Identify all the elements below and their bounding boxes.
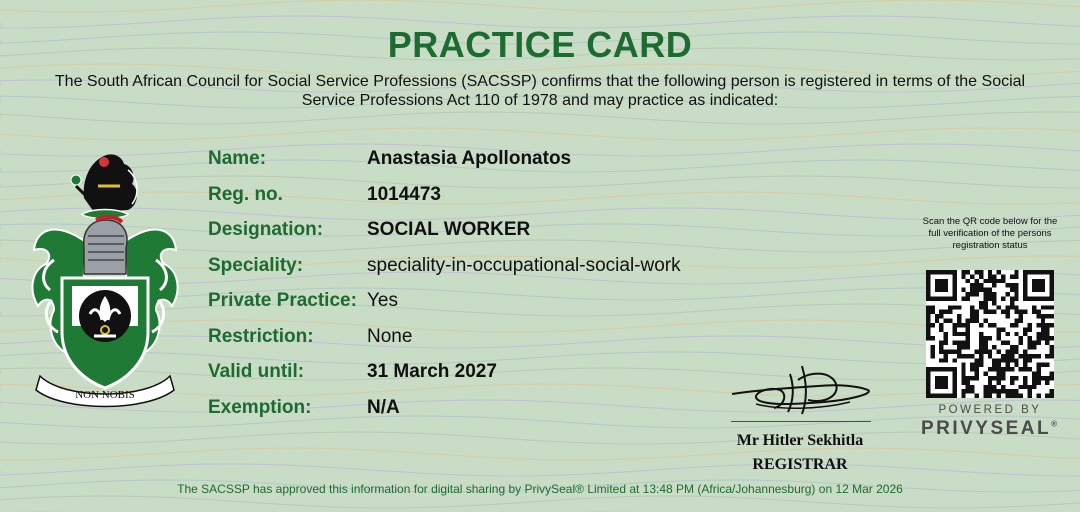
reg-no-label: Reg. no. [208,184,283,205]
private-practice-value: Yes [367,290,398,311]
crest-motto: NON NOBIS [75,389,135,401]
designation-value: SOCIAL WORKER [367,219,531,240]
registered-mark: ® [1051,419,1058,429]
coat-of-arms-logo [24,150,186,410]
privyseal-wordmark: PRIVYSEAL [920,418,1052,439]
name-label: Name: [208,148,267,169]
registrar-signature [728,360,878,422]
valid-until-value: 31 March 2027 [367,361,497,382]
restriction-value: None [367,326,413,347]
speciality-value: speciality-in-occupational-social-work [367,255,681,276]
speciality-label: Speciality: [208,255,304,276]
card-title: PRACTICE CARD [387,24,693,65]
exemption-label: Exemption: [208,397,312,418]
name-value: Anastasia Apollonatos [367,148,572,169]
privyseal-logo [914,418,1064,440]
signature-line [731,421,871,422]
powered-by-label: POWERED BY [938,404,1042,416]
sharing-footer: The SACSSP has approved this information for digital sharing by PrivySeal® Limited at 13:48 PM (Africa/Johannesburg) on 12 Mar 2026 [177,482,903,496]
private-practice-label: Private Practice: [208,290,357,311]
designation-label: Designation: [208,219,324,240]
registrar-title: REGISTRAR [752,456,848,473]
reg-no-value: 1014473 [367,184,441,205]
registrar-name: Mr Hitler Sekhitla [736,432,864,449]
qr-instructions: Scan the QR code below for the full verification of the persons registration status [922,216,1058,251]
exemption-value: N/A [367,397,400,418]
restriction-label: Restriction: [208,326,314,347]
valid-until-label: Valid until: [208,361,305,382]
verification-qr-code[interactable] [926,270,1054,398]
card-intro: The South African Council for Social Service Professions (SACSSP) confirms that the following person is registered in terms of the Social Service Professions Act 110 of 1978 and may practice as indicated: [54,73,1026,109]
